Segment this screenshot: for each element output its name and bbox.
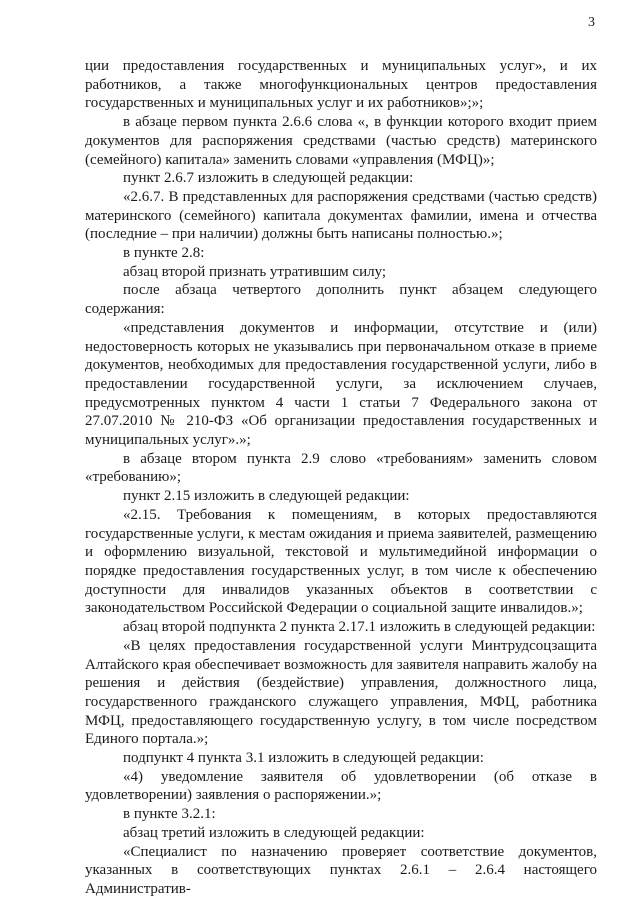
document-body [85, 57, 597, 899]
paragraph: «2.15. Требования к помещениям, в которых предоставляются государственные услуги, к местам ожидания и приема заявителей, размещению и оформлению визуальной, текстовой и мультимедийной информации о порядке предоставления государственных услуг, в том числе к обеспечению доступности для инвалидов указанных объектов в соответствии с законодательством Российской Федерации о социальной защите инвалидов.»; [85, 506, 597, 617]
paragraph: после абзаца четвертого дополнить пункт абзацем следующего содержания: [85, 282, 597, 318]
paragraph: пункт 2.15 изложить в следующей редакции: [123, 488, 410, 505]
paragraph: подпункт 4 пункта 3.1 изложить в следующей редакции: [123, 750, 484, 767]
paragraph: абзац третий изложить в следующей редакции: [123, 824, 425, 841]
paragraph: ции предоставления государственных и муниципальных услуг», и их работников, а также многофункциональных центров предоставления государственных и муниципальных услуг и их работников»;»; [85, 58, 597, 112]
paragraph: абзац второй подпункта 2 пункта 2.17.1 изложить в следующей редакции: [123, 619, 596, 636]
paragraph: «В целях предоставления государственной услуги Минтрудсоцзащита Алтайского края обеспечивает возможность для заявителя направить жалобу на решения и действия (бездействие) управления, должностного лица, государственного гражданского служащего управления, МФЦ, работника МФЦ, предоставляющего государственную услугу, в том числе посредством Единого портала.»; [85, 637, 597, 748]
paragraph: в пункте 2.8: [123, 245, 205, 262]
paragraph: абзац второй признать утратившим силу; [123, 263, 387, 280]
paragraph: «представления документов и информации, отсутствие и (или) недостоверность которых не указывались при первоначальном отказе в приеме документов, необходимых для предоставления государственной услуги, либо в предоставлении государственной услуги, за исключением случаев, предусмотренных пунктом 4 части 1 статьи 7 Федерального закона от 27.07.2010 № 210-ФЗ «Об организации предоставления государственных и муниципальных услуг».»; [85, 319, 597, 449]
paragraph: «Специалист по назначению проверяет соответствие документов, указанных в соответствующих пунктах 2.6.1 – 2.6.4 настоящего Административ- [85, 843, 597, 897]
page-number: 3 [588, 15, 595, 30]
paragraph: пункт 2.6.7 изложить в следующей редакции: [123, 170, 414, 187]
paragraph: в абзаце втором пункта 2.9 слово «требованиям» заменить словом «требованию»; [85, 450, 597, 486]
paragraph: в абзаце первом пункта 2.6.6 слова «, в функции которого входит прием документов для распоряжения средствами (частью средств) материнского (семейного) капитала» заменить словами «управления (МФЦ)»; [85, 114, 597, 168]
paragraph: в пункте 3.2.1: [123, 806, 216, 823]
paragraph: «4) уведомление заявителя об удовлетворении (об отказе в удовлетворении) заявления о распоряжении.»; [85, 768, 597, 804]
paragraph: «2.6.7. В представленных для распоряжения средствами (частью средств) материнского (семейного) капитала документах фамилии, имена и отчества (последние – при наличии) должны быть написаны полностью.»; [85, 188, 597, 243]
